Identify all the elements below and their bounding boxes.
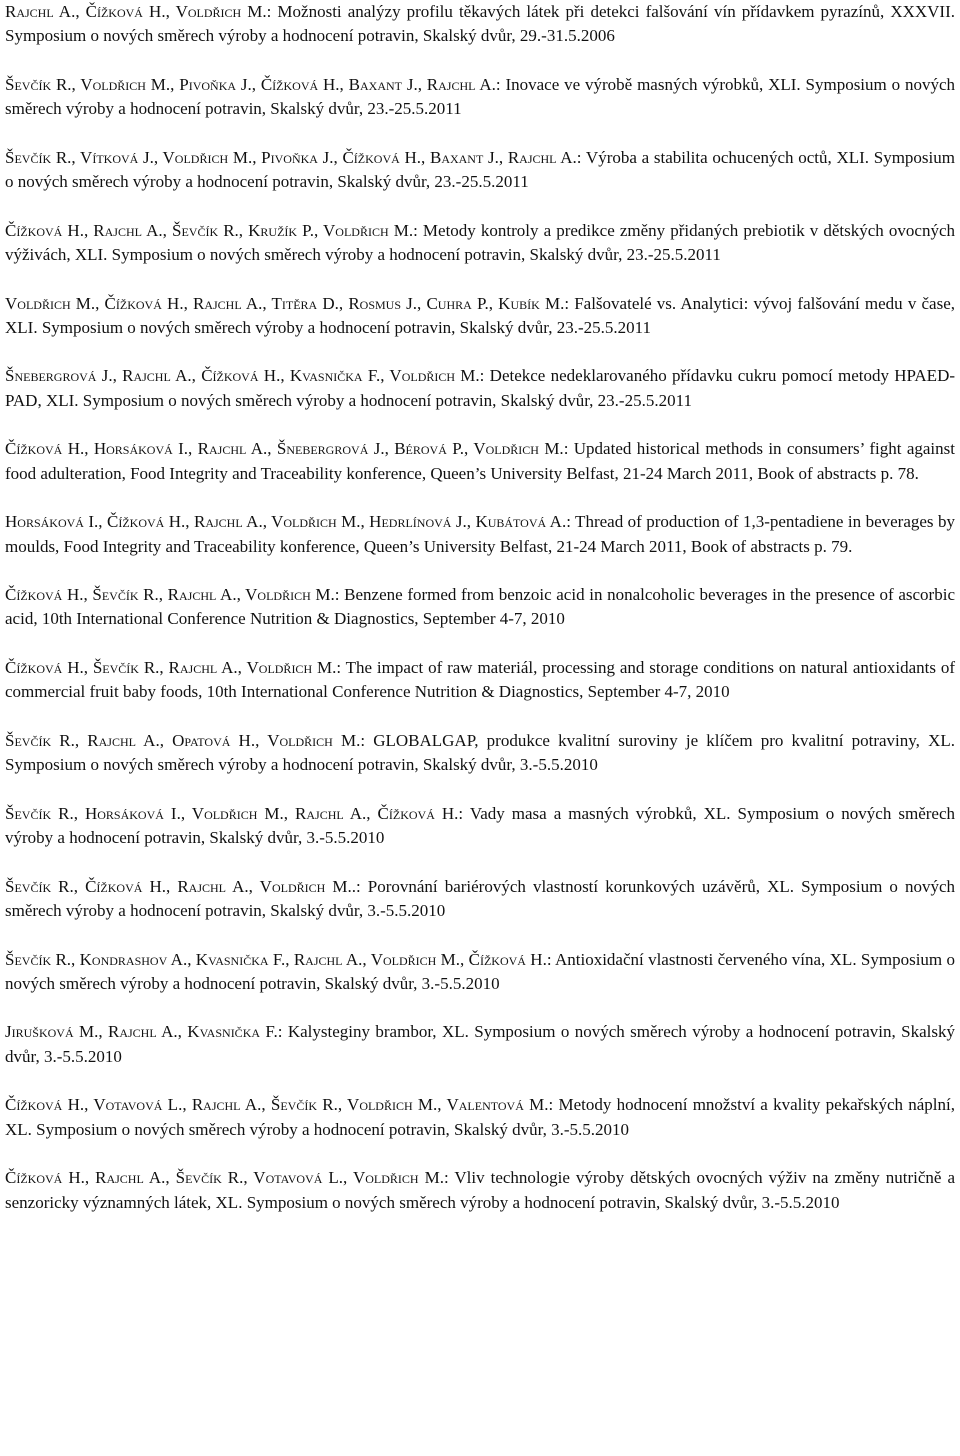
reference-list	[5, 0, 955, 1239]
reference-authors: Voldřich M., Čížková H., Rajchl A., Titěra D., Rosmus J., Cuhra P., Kubík M.	[5, 293, 565, 313]
reference-entry	[5, 875, 955, 924]
reference-details: : Inovace ve výrobě masných výrobků, XLI. Symposium o nových směrech výroby a hodnocení potravin, Skalský dvůr, 23.-25.5.2011	[5, 74, 955, 119]
reference-entry	[5, 292, 955, 341]
reference-authors: Ševčík R., Čížková H., Rajchl A., Voldřich M.	[5, 876, 352, 896]
reference-entry	[5, 948, 955, 997]
reference-entry	[5, 729, 955, 778]
reference-authors: Horsáková I., Čížková H., Rajchl A., Voldřich M., Hedrlínová J., Kubátová A.	[5, 512, 567, 532]
reference-authors: Jirušková M., Rajchl A., Kvasnička F.	[5, 1022, 278, 1042]
reference-authors: Šnebergrová J., Rajchl A., Čížková H., Kvasnička F., Voldřich M.	[5, 366, 480, 386]
reference-authors: Rajchl A., Čížková H., Voldřich M.	[5, 2, 267, 21]
reference-entry	[5, 656, 955, 705]
reference-details: : Benzene formed from benzoic acid in nonalcoholic beverages in the presence of ascorbic acid, 10th International Conference Nutrition & Diagnostics, September 4-7, 2010	[5, 585, 955, 629]
reference-entry	[5, 802, 955, 851]
reference-entry	[5, 510, 955, 559]
reference-authors: Čížková H., Rajchl A., Ševčík R., Kružík P., Voldřich M.	[5, 220, 414, 240]
reference-details: : Vliv technologie výroby dětských ovocných výživ na změny nutričně a senzoricky významných látek, XL. Symposium o nových směrech výroby a hodnocení potravin, Skalský dvůr, 3.-5.5.2010	[5, 1168, 955, 1212]
reference-details: : Detekce nedeklarovaného přídavku cukru pomocí metody HPAED-PAD, XLI. Symposium o nových směrech výroby a hodnocení potravin, Skalský dvůr, 23.-25.5.2011	[5, 366, 956, 410]
reference-details: : Možnosti analýzy profilu těkavých látek při detekci falšování vín přídavkem pyrazínů, XXXVII. Symposium o nových směrech výroby a hodnocení potravin, Skalský dvůr, 29.-31.5.2006	[5, 2, 955, 46]
reference-details: : Vady masa a masných výrobků, XL. Symposium o nových směrech výroby a hodnocení potravin, Skalský dvůr, 3.-5.5.2010	[5, 803, 955, 848]
reference-details: : Falšovatelé vs. Analytici: vývoj falšování medu v čase, XLI. Symposium o nových směrech výroby a hodnocení potravin, Skalský dvůr, 23.-25.5.2011	[5, 293, 955, 337]
reference-authors: Ševčík R., Kondrashov A., Kvasnička F., Rajchl A., Voldřich M., Čížková H.	[5, 949, 547, 969]
reference-details: : Updated historical methods in consumers’ fight against food adulteration, Food Integrity and Traceability konference, Queen’s University Belfast, 21-24 March 2011, Book of abstracts p. 78.	[5, 439, 955, 483]
reference-authors: Čížková H., Votavová L., Rajchl A., Ševčík R., Voldřich M., Valentová M.	[5, 1095, 549, 1115]
reference-entry	[5, 364, 955, 413]
reference-authors: Čížková H., Rajchl A., Ševčík R., Votavová L., Voldřich M.	[5, 1168, 444, 1188]
reference-entry	[5, 219, 955, 268]
reference-entry	[5, 146, 955, 195]
reference-authors: Ševčík R., Voldřich M., Pivoňka J., Čížková H., Baxant J., Rajchl A.	[5, 74, 496, 94]
reference-authors: Čížková H., Ševčík R., Rajchl A., Voldřich M.	[5, 585, 335, 605]
reference-authors: Čížková H., Horsáková I., Rajchl A., Šnebergrová J., Bérová P., Voldřich M.	[5, 439, 564, 459]
reference-authors: Ševčík R., Vítková J., Voldřich M., Pivoňka J., Čížková H., Baxant J., Rajchl A.	[5, 147, 577, 167]
reference-details: : Metody kontroly a predikce změny přidaných prebiotik v dětských ovocných výživách, XLI. Symposium o nových směrech výroby a hodnocení potravin, Skalský dvůr, 23.-25.5.2011	[5, 220, 955, 264]
reference-authors: Ševčík R., Rajchl A., Opatová H., Voldřich M.	[5, 730, 361, 750]
reference-details: : Metody hodnocení množství a kvality pekařských náplní, XL. Symposium o nových směrech výroby a hodnocení potravin, Skalský dvůr, 3.-5.5.2010	[5, 1095, 956, 1139]
reference-entry	[5, 437, 955, 486]
reference-details: .: Porovnání bariérových vlastností korunkových uzávěrů, XL. Symposium o nových směrech výroby a hodnocení potravin, Skalský dvůr, 3.-5.5.2010	[5, 876, 955, 920]
reference-entry	[5, 583, 955, 632]
reference-details: : Výroba a stabilita ochucených octů, XLI. Symposium o nových směrech výroby a hodnocení potravin, Skalský dvůr, 23.-25.5.2011	[5, 147, 955, 192]
reference-entry	[5, 0, 955, 49]
reference-details: : The impact of raw materiál, processing and storage conditions on natural antioxidants of commercial fruit baby foods, 10th International Conference Nutrition & Diagnostics, September 4-7, 2010	[5, 658, 955, 702]
reference-entry	[5, 1020, 955, 1069]
reference-entry	[5, 1093, 955, 1142]
reference-details: : Kalysteginy brambor, XL. Symposium o nových směrech výroby a hodnocení potravin, Skalský dvůr, 3.-5.5.2010	[5, 1022, 955, 1066]
reference-authors: Ševčík R., Horsáková I., Voldřich M., Rajchl A., Čížková H.	[5, 803, 459, 823]
reference-authors: Čížková H., Ševčík R., Rajchl A., Voldřich M.	[5, 658, 337, 678]
reference-details: : Antioxidační vlastnosti červeného vína, XL. Symposium o nových směrech výroby a hodnocení potravin, Skalský dvůr, 3.-5.5.2010	[5, 949, 955, 993]
reference-entry	[5, 1166, 955, 1215]
reference-details: : GLOBALGAP, produkce kvalitní suroviny je klíčem pro kvalitní potraviny, XL. Symposium o nových směrech výroby a hodnocení potravin, Skalský dvůr, 3.-5.5.2010	[5, 730, 955, 775]
reference-entry	[5, 73, 955, 122]
reference-details: : Thread of production of 1,3-pentadiene in beverages by moulds, Food Integrity and Traceability konference, Queen’s University Belfast, 21-24 March 2011, Book of abstracts p. 79.	[5, 512, 955, 556]
